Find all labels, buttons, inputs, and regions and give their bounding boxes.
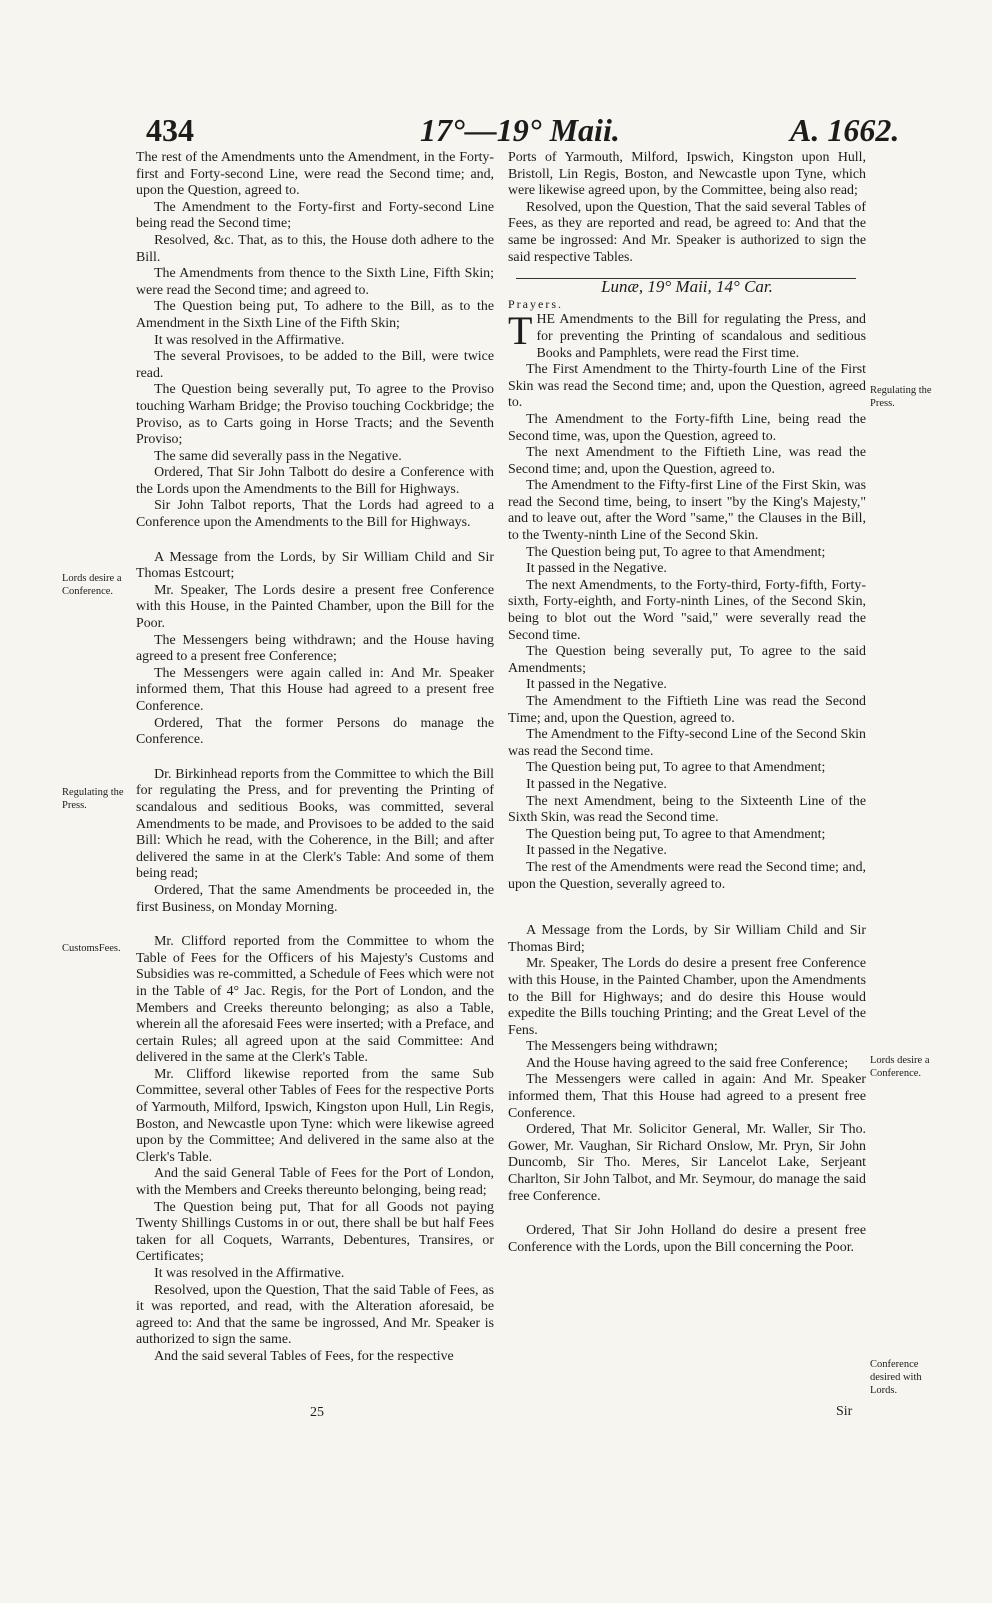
header-year: A. 1662. xyxy=(790,112,900,148)
paragraph: The Amendment to the Forty-first and Forty-second Line being read the Second time; xyxy=(136,199,494,232)
paragraph: It passed in the Negative. xyxy=(526,776,667,792)
paragraph: Ordered, That Sir John Talbott do desire a Conference with the Lords upon the Amendments to the Bill for Highways. xyxy=(136,465,494,497)
paragraph: The Messengers were again called in: And Mr. Speaker informed them, That this House had agreed to a present free Conference. xyxy=(136,665,494,714)
paragraph: It passed in the Negative. xyxy=(526,561,667,577)
paragraph: The Question being put, To agree to that Amendment; xyxy=(526,544,826,560)
paragraph: The Question being put, To agree to that Amendment; xyxy=(526,826,826,842)
page-number: 434 xyxy=(146,112,194,148)
paragraph: Ports of Yarmouth, Milford, Ipswich, Kingston upon Hull, Bristoll, Lin Regis, Boston, and Newcastle upon Tyne, which were likewise agreed upon, by the Committee, being also read; xyxy=(508,150,866,199)
paragraph: And the House having agreed to the said free Conference; xyxy=(526,1055,849,1071)
header-dates: 17°—19° Maii. xyxy=(420,112,620,148)
catchword: Sir xyxy=(836,1404,853,1419)
margin-note: Regulating the Press. xyxy=(870,385,932,409)
paragraph: It was resolved in the Affirmative. xyxy=(154,1266,345,1281)
paragraph: A Message from the Lords, by Sir William Child and Sir Thomas Estcourt; xyxy=(136,549,494,582)
margin-note: CustomsFees. xyxy=(62,943,121,954)
prayers-label: Prayers. xyxy=(508,296,563,311)
paragraph: The several Provisoes, to be added to the Bill, were twice read. xyxy=(136,349,494,381)
paragraph: It was resolved in the Affirmative. xyxy=(154,332,345,348)
paragraph: Resolved, &c. That, as to this, the House doth adhere to the Bill. xyxy=(136,232,494,265)
paragraph: The Amendment to the Forty-fifth Line, being read the Second time, was, upon the Question, agreed to. xyxy=(508,411,866,444)
drop-cap: T xyxy=(508,308,533,354)
paragraph: Mr. Clifford likewise reported from the same Sub Committee, several other Tables of Fees for the respective Ports of Yarmouth, Milford, Ipswich, Kingston upon Hull, Lin Regis, Boston, and Newcastle upon Tyne: which were likewise agreed upon by the Committee; And delivered in the same also at the Clerk's Table. xyxy=(136,1066,494,1165)
paragraph: Mr. Clifford reported from the Committee to whom the Table of Fees for the Officers of his Majesty's Customs and Subsidies was re-committed, a Schedule of Fees which were not in the Table of 4° Jac. Regis, for the Port of London, and the Members and Creeks thereunto belonging; as also a Table, wherein all the aforesaid Fees were inserted; with a Preface, and certain Rules; all agreed upon at the said Committee: And delivered in the same at the Clerk's Table. xyxy=(136,934,494,1066)
paragraph: The Question being put, To adhere to the Bill, as to the Amendment in the Sixth Line of the Fifth Skin; xyxy=(136,299,494,331)
paragraph: The Amendment to the Fiftieth Line was read the Second Time; and, upon the Question, agreed to. xyxy=(508,694,866,726)
paragraph: Dr. Birkinhead reports from the Committee to which the Bill for regulating the Press, and for preventing the Printing of scandalous and seditious Books, was committed, several Amendments to be made, and Provisoes to be added to the said Bill: Which he read, with the Coherence, in the Bill; and after delivered the same in at the Clerk's Table: And some of them being read; xyxy=(136,766,494,882)
paragraph: Ordered, That Sir John Holland do desire a present free Conference with the Lords, upon the Bill concerning the Poor. xyxy=(508,1223,866,1255)
paragraph: And the said General Table of Fees for the Port of London, with the Members and Creeks thereunto belonging, being read; xyxy=(136,1166,494,1199)
paragraph: The rest of the Amendments were read the Second time; and, upon the Question, severally agreed to. xyxy=(508,859,866,892)
paragraph: The next Amendment, being to the Sixteenth Line of the Sixth Skin, was read the Second time. xyxy=(508,793,866,826)
paragraph: The First Amendment to the Thirty-fourth Line of the First Skin was read the Second time; and, upon the Question, agreed to. xyxy=(508,362,866,411)
paragraph: Mr. Speaker, The Lords do desire a present free Conference with this House, in the Painted Chamber, upon the Amendments to the Bill for Highways; and do desire this House would expedite the Bills touching Printing; and the Great Level of the Fens. xyxy=(508,956,866,1038)
signature-mark: 25 xyxy=(310,1405,324,1420)
paragraph: The Messengers were called in again: And Mr. Speaker informed them, That this House had agreed to a present free Conference. xyxy=(508,1072,866,1121)
paragraph-text: HE Amendments to the Bill for regulating the Press, and for preventing the Printing of scandalous and seditious Books and Pamphlets, were read the First time. xyxy=(536,312,866,361)
paragraph: The Question being severally put, To agree to the Proviso touching Warham Bridge; the Proviso touching Cockbridge; the Proviso, as to Carts going in Horse Tracts; and the Seventh Proviso; xyxy=(136,382,494,448)
paragraph: Resolved, upon the Question, That the said several Tables of Fees, as they are reported and read, be agreed to: And that the same be ingrossed: And Mr. Speaker is authorized to sign the said respective Tables. xyxy=(508,199,866,265)
paragraph: The Amendments from thence to the Sixth Line, Fifth Skin; were read the Second time; and agreed to. xyxy=(136,266,494,298)
paragraph: The Question being put, That for all Goods not paying Twenty Shillings Customs in or out, there shall be but half Fees taken for all Coquets, Warrants, Debentures, Transires, or Certificates; xyxy=(136,1199,494,1265)
page-header xyxy=(0,112,992,152)
margin-note: Lords desire a Conference. xyxy=(870,1055,930,1079)
paragraph: The rest of the Amendments unto the Amendment, in the Forty-first and Forty-second Line, were read the Second time; and, upon the Question, agreed to. xyxy=(136,150,494,199)
paragraph: The same did severally pass in the Negative. xyxy=(154,448,402,464)
margin-note: Lords desire a Conference. xyxy=(62,573,122,597)
paragraph: Ordered, That Mr. Solicitor General, Mr. Waller, Sir Tho. Gower, Mr. Vaughan, Sir Richard Onslow, Mr. Pryn, Sir John Duncomb, Sir Tho. Meres, Sir Lancelot Lake, Serjeant Charlton, Sir John Talbot, and Mr. Seymour, do manage the said free Conference. xyxy=(508,1122,866,1204)
paragraph: A Message from the Lords, by Sir William Child and Sir Thomas Bird; xyxy=(508,923,866,955)
day-heading: Lunæ, 19° Maii, 14° Car. xyxy=(601,277,773,297)
paragraph xyxy=(508,308,866,362)
left-column xyxy=(136,150,494,1366)
paragraph: Ordered, That the former Persons do manage the Conference. xyxy=(136,715,494,748)
paragraph: Mr. Speaker, The Lords desire a present free Conference with this House, in the Painted Chamber, upon the Bill for the Poor. xyxy=(136,582,494,632)
paragraph: It passed in the Negative. xyxy=(526,677,667,693)
paragraph: The Question being severally put, To agree to the said Amendments; xyxy=(508,644,866,676)
paragraph: The next Amendments, to the Forty-third, Forty-fifth, Forty-sixth, Forty-eighth, and Forty-ninth Lines, of the Second Skin, being to blot out the Word "said," were severally read the Second time. xyxy=(508,577,866,643)
paragraph: Sir John Talbot reports, That the Lords had agreed to a Conference upon the Amendments to the Bill for Highways. xyxy=(136,498,494,531)
right-column xyxy=(508,150,866,1256)
paragraph: And the said several Tables of Fees, for the respective xyxy=(154,1348,454,1364)
paragraph: The Messengers being withdrawn; xyxy=(526,1039,718,1055)
paragraph: Ordered, That the same Amendments be proceeded in, the first Business, on Monday Morning. xyxy=(136,882,494,915)
paragraph: The Amendment to the Fifty-second Line of the Second Skin was read the Second time. xyxy=(508,727,866,759)
margin-note: Conference desired with Lords. xyxy=(870,1359,922,1396)
paragraph: Resolved, upon the Question, That the said Table of Fees, as it was reported, and read, with the Alteration aforesaid, be agreed to: And that the same be ingrossed, And Mr. Speaker is authorized to sign the same. xyxy=(136,1282,494,1348)
paragraph: The Question being put, To agree to that Amendment; xyxy=(526,760,826,776)
paragraph: The Amendment to the Fifty-first Line of the First Skin, was read the Second time, being, to insert "by the King's Majesty," and to leave out, after the Word "same," the Clauses in the Bill, to the Twenty-ninth Line of the Second Skin. xyxy=(508,478,866,544)
margin-note: Regulating the Press. xyxy=(62,787,124,811)
paragraph: The Messengers being withdrawn; and the House having agreed to a present free Conference; xyxy=(136,632,494,665)
paragraph: The next Amendment to the Fiftieth Line, was read the Second time; and, upon the Question, agreed to. xyxy=(508,445,866,477)
paragraph: It passed in the Negative. xyxy=(526,843,667,859)
